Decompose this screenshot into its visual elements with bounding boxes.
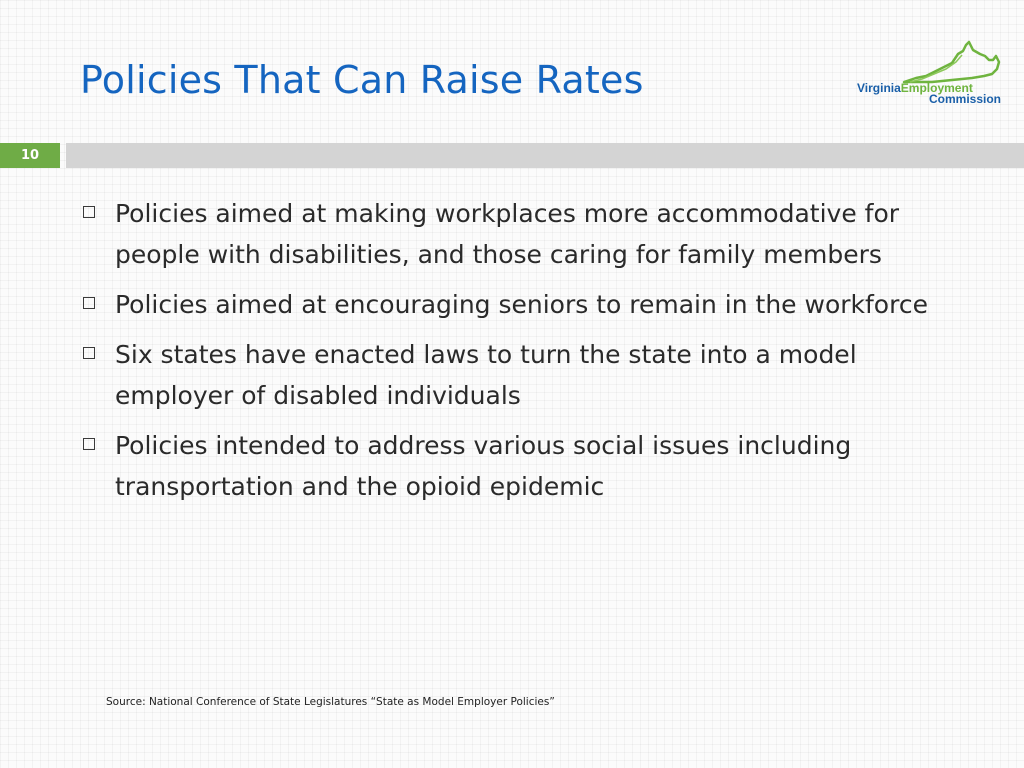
bullet-text: Policies intended to address various social issues including transportation and the opioid epidemic <box>115 431 852 501</box>
bullet-item <box>80 284 980 325</box>
bullet-text: Policies aimed at encouraging seniors to remain in the workforce <box>115 290 928 319</box>
header-divider-bar <box>66 143 1024 168</box>
source-citation: Source: National Conference of State Legislatures “State as Model Employer Policies” <box>106 696 555 708</box>
logo-text-employment: Employment <box>900 81 973 95</box>
square-bullet-icon <box>83 347 95 359</box>
bullet-list <box>80 193 980 516</box>
virginia-employment-commission-logo <box>852 38 1007 110</box>
bullet-text: Six states have enacted laws to turn the state into a model employer of disabled individuals <box>115 340 857 410</box>
bullet-item <box>80 334 980 416</box>
bullet-item <box>80 425 980 507</box>
square-bullet-icon <box>83 206 95 218</box>
square-bullet-icon <box>83 438 95 450</box>
bullet-text: Policies aimed at making workplaces more accommodative for people with disabilities, and those caring for family members <box>115 199 900 269</box>
logo-text-virginia: Virginia <box>857 81 901 95</box>
square-bullet-icon <box>83 297 95 309</box>
slide-number-badge: 10 <box>0 143 60 168</box>
bullet-item <box>80 193 980 275</box>
logo-text-commission: Commission <box>929 92 1002 106</box>
slide-title: Policies That Can Raise Rates <box>80 58 644 102</box>
virginia-state-outline-icon <box>852 38 1007 86</box>
